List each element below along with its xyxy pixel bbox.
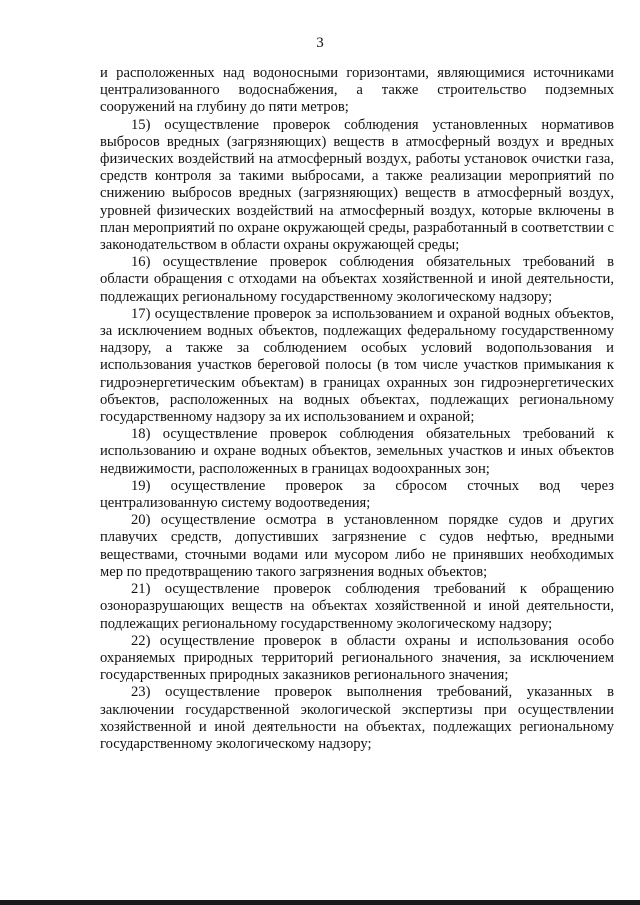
- paragraph-item-15: 15) осуществление проверок соблюдения установленных нормативов выбросов вредных (загрязняющих) веществ в атмосферный воздух и вредных физических воздействий на атмосферный воздух, работы установок очистки газа, средств контроля за такими выбросами, а также реализации мероприятий по снижению выбросов вредных (загрязняющих) веществ в атмосферный воздух, уровней физических воздействий на атмосферный воздух, которые включены в план мероприятий по охране окружающей среды, разработанный в соответствии с законодательством в области охраны окружающей среды;: [100, 116, 615, 254]
- page-number: 3: [316, 35, 324, 51]
- scan-bottom-edge: [0, 900, 640, 905]
- paragraph-item-19: 19) осуществление проверок за сбросом сточных вод через централизованную систему водоотведения;: [100, 477, 614, 512]
- paragraph-item-21: 21) осуществление проверок соблюдения требований к обращению озоноразрушающих веществ на объектах хозяйственной и иной деятельности, подлежащих региональному государственному экологическому надзору;: [100, 581, 614, 632]
- paragraph-item-17: 17) осуществление проверок за использованием и охраной водных объектов, за исключением водных объектов, подлежащих федеральному государственному надзору, а также за соблюдением особых условий водопользования и использования участков береговой полосы (в том числе участков примыкания к гидроэнергетическим объектам) в границах охранных зон гидроэнергетических объектов, расположенных на водных объектах, подлежащих региональному государственному надзору за их использованием и охраной;: [100, 305, 614, 426]
- paragraph-item-23: 23) осуществление проверок выполнения требований, указанных в заключении государственной экологической экспертизы при осуществлении хозяйственной и иной деятельности на объектах, подлежащих региональному государственному экологическому надзору;: [100, 684, 614, 752]
- document-body: [100, 65, 614, 753]
- paragraph-item-22: 22) осуществление проверок в области охраны и использования особо охраняемых природных территорий регионального значения, за исключением государственных природных заказников регионального значения;: [100, 632, 614, 684]
- paragraph-item-20: 20) осуществление осмотра в установленном порядке судов и других плавучих средств, допустивших загрязнение с судов нефтью, вредными веществами, сточными водами или мусором либо не принявших необходимых мер по предотвращению такого загрязнения водных объектов;: [100, 512, 614, 580]
- paragraph-item-16: 16) осуществление проверок соблюдения обязательных требований в области обращения с отходами на объектах хозяйственной и иной деятельности, подлежащих региональному государственному экологическому надзору;: [100, 254, 614, 305]
- paragraph-item-18: 18) осуществление проверок соблюдения обязательных требований к использованию и охране водных объектов, земельных участков и иных объектов недвижимости, расположенных в границах водоохранных зон;: [100, 426, 614, 477]
- paragraph-continuation: и расположенных над водоносными горизонтами, являющимися источниками централизованного водоснабжения, а также строительство подземных сооружений на глубину до пяти метров;: [100, 65, 614, 116]
